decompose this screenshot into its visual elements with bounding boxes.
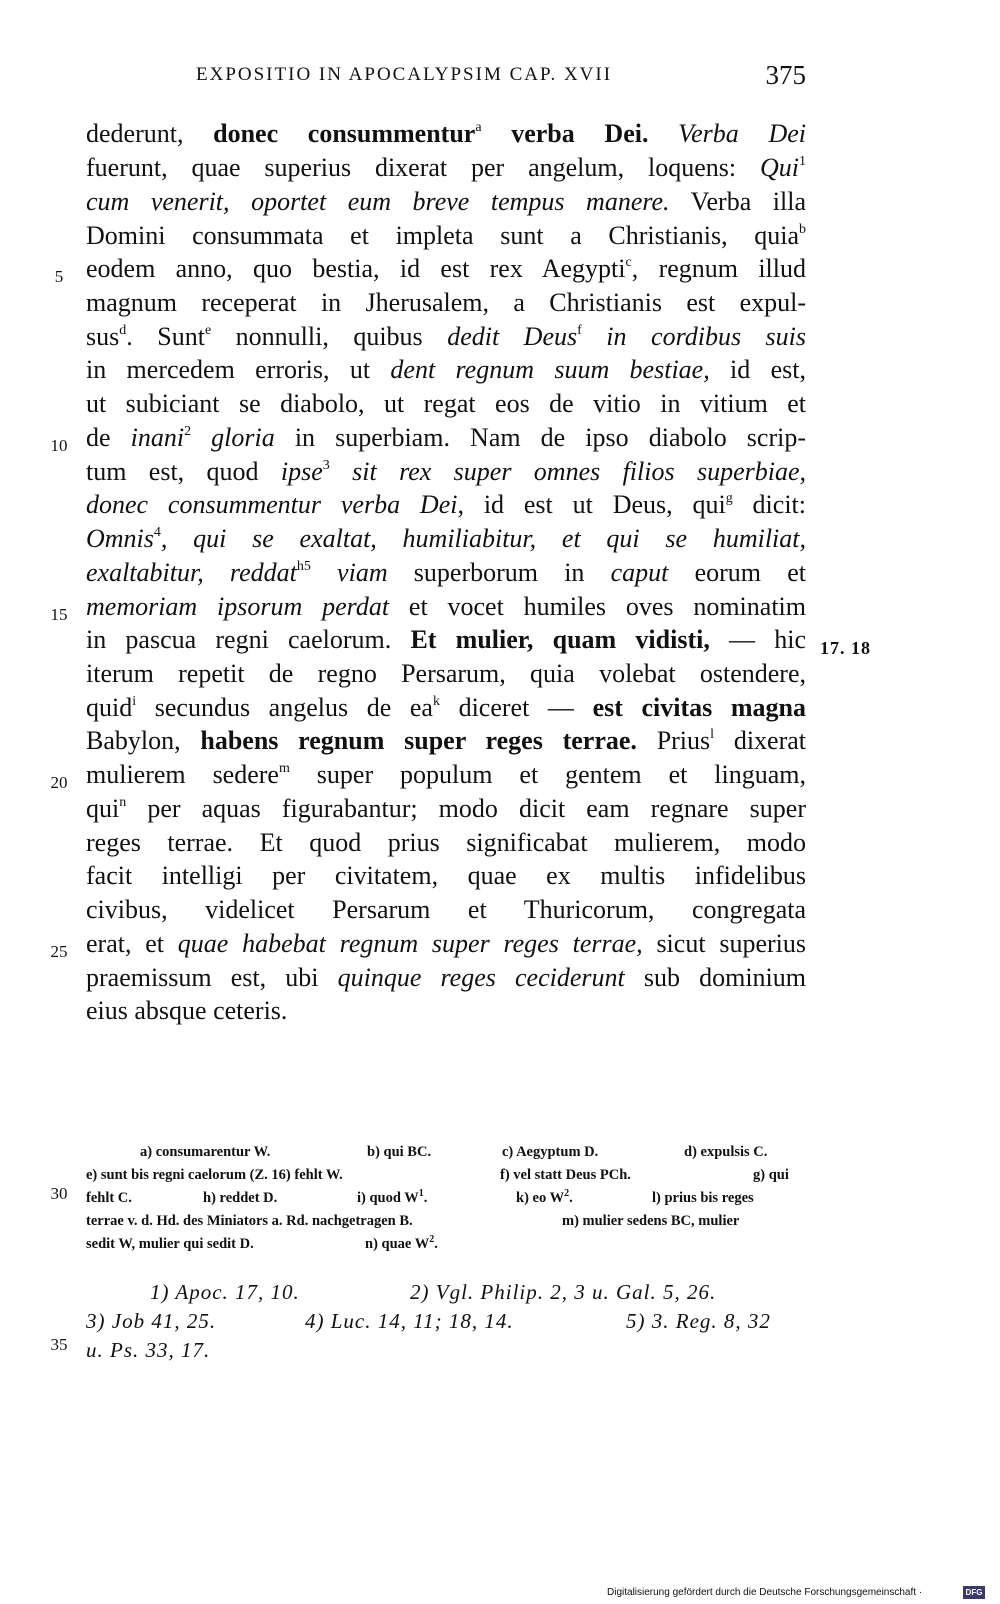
- apparatus-note: d) expulsis C.: [684, 1144, 768, 1160]
- text-line: magnum receperat in Jherusalem, a Christianis est expul-: [86, 288, 806, 317]
- text-line: memoriam ipsorum perdat et vocet humiles oves nominatim: [86, 592, 806, 621]
- text-line: cum venerit, oportet eum breve tempus manere. Verba illa: [86, 187, 806, 216]
- dfg-logo: DFG: [963, 1586, 985, 1599]
- apparatus-note: i) quod $W^1$.: [357, 1188, 428, 1206]
- apparatus-note: b) qui BC.: [367, 1144, 432, 1160]
- apparatus-note: sedit W, mulier qui sedit D.: [86, 1236, 254, 1252]
- text-line: eodem anno, quo bestia, id est rex Aegypti$^c$, regnum illud: [86, 254, 807, 283]
- line-number: 20: [50, 773, 68, 792]
- source-reference: 4) Luc. 14, 11; 18, 14.: [305, 1309, 514, 1333]
- line-number: 25: [50, 942, 68, 961]
- apparatus-note: f) vel statt Deus PCh.: [500, 1167, 631, 1183]
- text-line: quid$^i$ secundus angelus de $ea^k$ diceret — est civitas magna: [86, 693, 807, 722]
- text-line: erat, et quae habebat regnum super reges terrae, sicut superius: [86, 929, 806, 958]
- line-number: 35: [50, 1335, 68, 1354]
- text-line: fuerunt, quae superius dixerat per angelum, loquens: Qui$^1$: [86, 153, 806, 182]
- text-line: iterum repetit de regno Persarum, quia volebat ostendere,: [86, 659, 806, 688]
- text-line: qui$^n$ per aquas figurabantur; modo dicit eam regnare super: [86, 794, 806, 823]
- page-number: 375: [765, 60, 806, 90]
- text-line: exaltabitur, reddat$^{h5}$ viam superborum in caput eorum et: [86, 558, 807, 587]
- text-line: mulierem sedere$^m$ super populum et gentem et linguam,: [86, 760, 807, 789]
- text-line: de inani$^2$ gloria in superbiam. Nam de ipso diabolo scrip-: [86, 423, 806, 452]
- text-line: Babylon, habens regnum super reges terrae. Prius$^l$ dixerat: [86, 726, 807, 755]
- text-line: tum est, quod ipse$^3$ sit rex super omnes filios superbiae,: [86, 457, 806, 486]
- apparatus-note: fehlt C.: [86, 1190, 132, 1206]
- running-header: [196, 60, 806, 96]
- text-line: dederunt, donec consummentur$^a$ verba Dei. Verba Dei: [86, 119, 806, 148]
- running-title: EXPOSITIO IN APOCALYPSIM CAP. XVII: [196, 64, 613, 85]
- apparatus-note: g) qui: [753, 1167, 789, 1183]
- text-line: ut subiciant se diabolo, ut regat eos de vitio in vitium et: [86, 389, 806, 418]
- source-reference: 1) Apoc. 17, 10.: [150, 1280, 300, 1304]
- line-number: 5: [54, 267, 64, 286]
- apparatus-note: terrae v. d. Hd. des Miniators a. Rd. nachgetragen B.: [86, 1213, 413, 1229]
- source-reference: 2) Vgl. Philip. 2, 3 u. Gal. 5, 26.: [410, 1280, 717, 1304]
- apparatus-note: a) consumarentur W.: [140, 1144, 271, 1160]
- line-number: 10: [50, 436, 68, 455]
- text-line: Domini consummata et impleta sunt a Christianis, quia$^b$: [86, 221, 806, 250]
- text-line: in pascua regni caelorum. Et mulier, quam vidisti, — hic: [86, 625, 807, 654]
- source-reference: 3) Job 41, 25.: [86, 1309, 217, 1333]
- text-line: donec consummentur verba Dei, id est ut Deus, qui$^g$ dicit:: [86, 490, 806, 519]
- text-line: facit intelligi per civitatem, quae ex multis infidelibus: [86, 861, 806, 890]
- margin-reference: 17. 18: [820, 638, 871, 658]
- apparatus-note: k) eo $W^2$.: [516, 1188, 573, 1206]
- line-number: 30: [50, 1184, 68, 1203]
- text-line: eius absque ceteris.: [86, 996, 288, 1025]
- source-reference: 5) 3. Reg. 8, 32: [626, 1309, 771, 1333]
- apparatus-note: h) reddet D.: [203, 1190, 278, 1206]
- line-number: 15: [50, 605, 68, 624]
- text-line: sus$^d$. Sunt$^e$ nonnulli, quibus dedit Deus$^f$ in cordibus suis: [86, 322, 807, 351]
- text-line: praemissum est, ubi quinque reges ceciderunt sub dominium: [86, 963, 806, 992]
- text-line: Omnis$^4$, qui se exaltat, humiliabitur, et qui se humiliat,: [86, 524, 806, 553]
- text-line: civibus, videlicet Persarum et Thuricorum, congregata: [86, 895, 806, 924]
- apparatus-note: c) Aegyptum D.: [502, 1144, 599, 1160]
- text-line: reges terrae. Et quod prius significabat mulierem, modo: [86, 828, 806, 857]
- apparatus-note: l) prius bis reges: [652, 1190, 754, 1206]
- apparatus-note: n) quae $W^2$.: [365, 1234, 438, 1252]
- text-line: in mercedem erroris, ut dent regnum suum bestiae, id est,: [86, 355, 806, 384]
- source-reference: u. Ps. 33, 17.: [86, 1338, 211, 1362]
- apparatus-note: e) sunt bis regni caelorum (Z. 16) fehlt W.: [86, 1167, 343, 1183]
- digitization-credit: Digitalisierung gefördert durch die Deutsche Forschungsgemeinschaft ·: [607, 1587, 923, 1598]
- apparatus-note: m) mulier sedens BC, mulier: [562, 1213, 740, 1229]
